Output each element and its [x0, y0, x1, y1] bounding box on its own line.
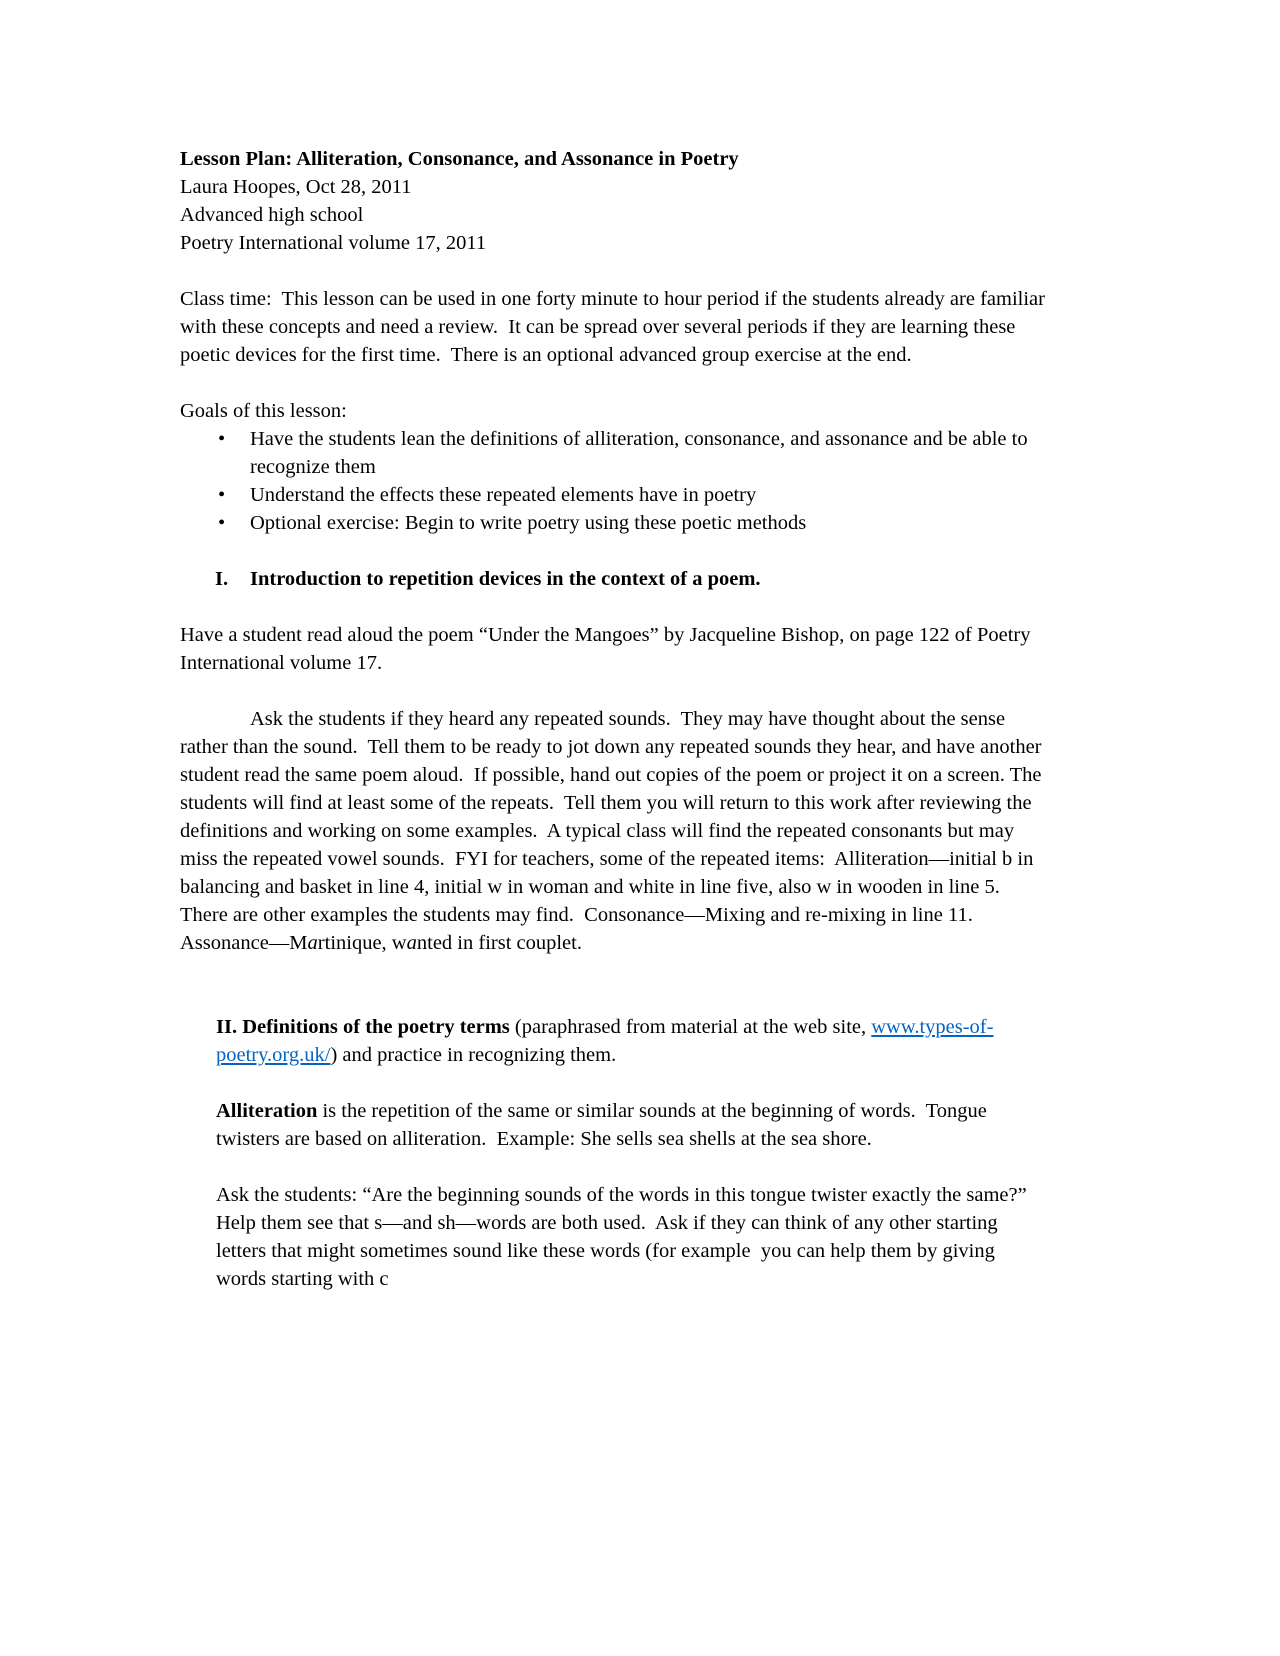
goal-item-2	[180, 481, 1050, 509]
paragraph-alliteration-definition	[180, 1097, 1050, 1153]
text-run: Class time: This lesson can be used in one forty minute to hour period if the students already are familiar with these concepts and need a review. It can be spread over several periods if they are learning these poetic devices for the first time. There is an optional advanced group exercise at the end.	[180, 288, 1051, 366]
text-run: ) and practice in recognizing them.	[330, 1044, 617, 1066]
text-run: rtinique, w	[317, 932, 407, 954]
bullet-icon: •	[218, 484, 226, 506]
bullet-icon: •	[218, 512, 226, 534]
blank-line	[180, 957, 1050, 985]
byline-author	[180, 173, 1050, 201]
text-run: Alliteration	[216, 1100, 318, 1122]
bullet-text	[250, 425, 1050, 481]
goal-item-1	[180, 425, 1050, 481]
text-run: Have the students lean the definitions of alliteration, consonance, and assonance and be able to recognize them	[250, 428, 1033, 478]
text-run: a	[307, 932, 318, 954]
text-run: Introduction to repetition devices in the context of a poem.	[250, 568, 761, 590]
paragraph-read-aloud	[180, 621, 1050, 677]
blank-line	[180, 593, 1050, 621]
paragraph-discussion	[180, 705, 1050, 957]
text-run: Have a student read aloud the poem “Under the Mangoes” by Jacqueline Bishop, on page 122 of Poetry International volume 17.	[180, 624, 1036, 674]
text-run: nted in first couplet.	[416, 932, 582, 954]
blank-line	[180, 537, 1050, 565]
text-run: Ask the students: “Are the beginning sounds of the words in this tongue twister exactly the same?” Help them see that s—and sh—words are both used. Ask if they can think of any other starting letters that might sometimes sound like these words (for example you can help them by giving words starting with c	[216, 1184, 1037, 1290]
heading-number: I.	[215, 568, 229, 590]
goals-label	[180, 397, 1050, 425]
paragraph-ask-students	[180, 1181, 1050, 1293]
section-heading-1	[180, 565, 1050, 593]
text-run: (paraphrased from material at the web site,	[509, 1016, 872, 1038]
bullet-text	[250, 481, 1050, 509]
document-title	[180, 145, 1050, 173]
text-run: Optional exercise: Begin to write poetry using these poetic methods	[250, 512, 807, 534]
blank-line	[180, 369, 1050, 397]
text-run: Advanced high school	[180, 204, 364, 226]
text-run: Ask the students if they heard any repeated sounds. They may have thought about the sense rather than the sound. Tell them to be ready to jot down any repeated sounds they hear, and have another student read the same poem aloud. If possible, hand out copies of the poem or project it on a screen. The students will find at least some of the repeats. Tell them you will return to this work after reviewing the definitions and working on some examples. A typical class will find the repeated consonants but may miss the repeated vowel sounds. FYI for teachers, some of the repeated items: Alliteration—initial b in balancing and basket in line 4, initial w in woman and white in line five, also w in wooden in line 5. There are other examples the students may find. Consonance—Mixing and re-mixing in line 11. Assonance—M	[180, 708, 1047, 954]
blank-line	[180, 1153, 1050, 1181]
blank-line	[180, 1069, 1050, 1097]
bullet-icon: •	[218, 428, 226, 450]
text-run: is the repetition of the same or similar sounds at the beginning of words. Tongue twisters are based on alliteration. Example: She sells sea shells at the sea shore.	[216, 1100, 992, 1150]
text-run: Poetry International volume 17, 2011	[180, 232, 487, 254]
blank-line	[180, 257, 1050, 285]
goal-item-3	[180, 509, 1050, 537]
byline-source	[180, 229, 1050, 257]
text-run: II. Definitions of the poetry terms	[216, 1016, 510, 1038]
text-run: Lesson Plan: Alliteration, Consonance, and Assonance in Poetry	[180, 148, 739, 170]
text-run: Goals of this lesson:	[180, 400, 347, 422]
text-run: Laura Hoopes, Oct 28, 2011	[180, 176, 412, 198]
text-run: Understand the effects these repeated elements have in poetry	[250, 484, 757, 506]
section-heading-2	[180, 1013, 1050, 1069]
byline-audience	[180, 201, 1050, 229]
hyperlink-url[interactable]: www.types-of-poetry.org.uk/	[216, 1016, 994, 1066]
blank-line	[180, 985, 1050, 1013]
paragraph-class-time	[180, 285, 1050, 369]
heading-text	[250, 565, 761, 593]
text-run: a	[406, 932, 417, 954]
bullet-text	[250, 509, 1050, 537]
blank-line	[180, 677, 1050, 705]
